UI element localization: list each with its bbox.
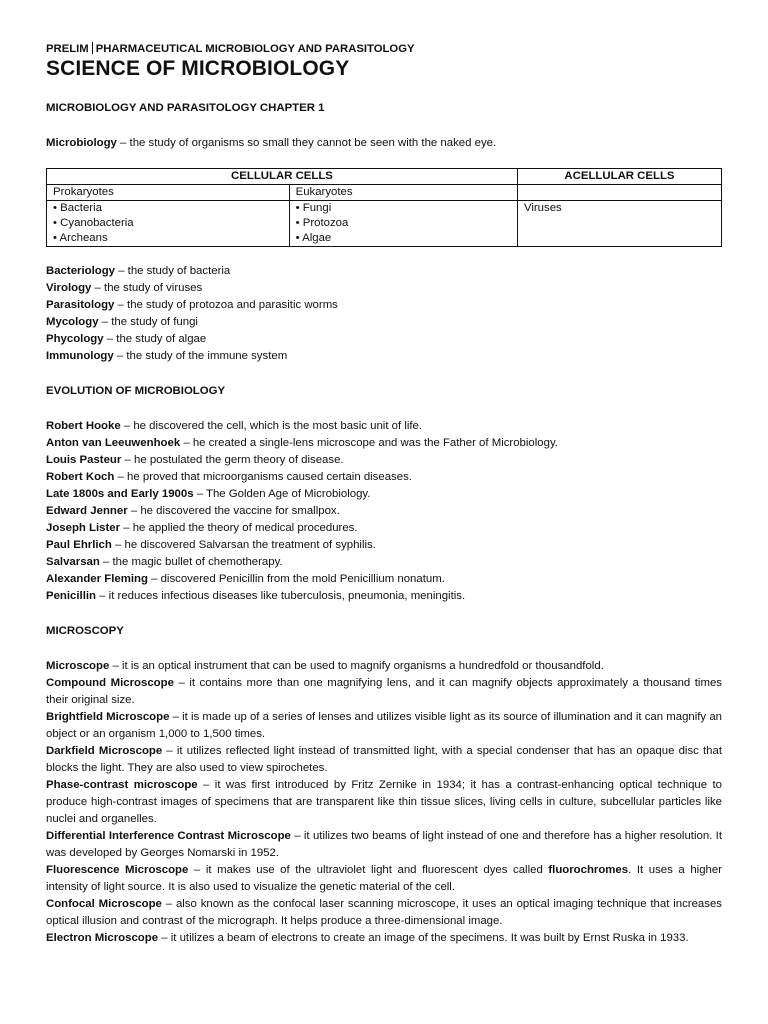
definition: – it is an optical instrument that can be used to magnify organisms a hundredfold or thousandfold. (109, 660, 604, 672)
header-cellular: CELLULAR CELLS (47, 169, 518, 185)
list-item (46, 348, 722, 365)
kicker-prelim: PRELIM (46, 43, 89, 55)
definition: – he discovered Salvarsan the treatment of syphilis. (111, 539, 376, 551)
list-item (46, 297, 722, 314)
definition: – it makes use of the ultraviolet light and fluorescent dyes called (188, 864, 549, 876)
list-item (46, 896, 722, 930)
evolution-heading: EVOLUTION OF MICROBIOLOGY (46, 385, 226, 397)
list-item (46, 280, 722, 297)
microscopy-heading: MICROSCOPY (46, 625, 124, 637)
evolution-list (46, 418, 722, 605)
definition: – the study of viruses (91, 282, 203, 294)
list-item (46, 554, 722, 571)
definition: – it was first introduced by Fritz Zernike in 1934; it has a contrast-enhancing optical technique to produce high-contrast images of specimens that are transparent like thin tissue slices, living cells in culture, subcellular particles like nuclei and organelles. (46, 779, 722, 825)
term: Mycology (46, 316, 99, 328)
list-item (46, 520, 722, 537)
microscopy-list (46, 658, 722, 947)
page-title: SCIENCE OF MICROBIOLOGY (46, 57, 350, 80)
term: Penicillin (46, 590, 97, 602)
definition: – the study of algae (103, 333, 207, 345)
term: Anton van Leeuwenhoek (46, 437, 181, 449)
kicker-divider (92, 42, 93, 54)
kicker-course: PHARMACEUTICAL MICROBIOLOGY AND PARASITOLOGY (95, 43, 415, 55)
acellular-cell: Viruses (517, 201, 721, 247)
list-item: • Protozoa (295, 217, 349, 229)
list-item (46, 418, 722, 435)
term: Phycology (46, 333, 104, 345)
eukaryotes-list (289, 201, 517, 247)
definition: – he discovered the vaccine for smallpox. (127, 505, 340, 517)
list-item: • Bacteria (53, 202, 102, 214)
term: Robert Hooke (46, 420, 121, 432)
list-item (46, 743, 722, 777)
definition: – the study of organisms so small they cannot be seen with the naked eye. (116, 137, 497, 149)
definition: – also known as the confocal laser scanning microscope, it uses an optical imaging technique that increases optical illusion and contrast of the micrograph. It helps produce a three-dimensional image. (46, 898, 722, 927)
term: Paul Ehrlich (46, 539, 112, 551)
list-item (46, 862, 722, 896)
term: Microbiology (46, 137, 117, 149)
prokaryotes-list (47, 201, 290, 247)
term: Phase-contrast microscope (46, 779, 198, 791)
term: Virology (46, 282, 92, 294)
term: Edward Jenner (46, 505, 128, 517)
term: Brightfield Microscope (46, 711, 170, 723)
definition: – he created a single-lens microscope and was the Father of Microbiology. (180, 437, 558, 449)
definition: – he applied the theory of medical procedures. (120, 522, 358, 534)
list-item (46, 314, 722, 331)
list-item (46, 503, 722, 520)
term: Salvarsan (46, 556, 100, 568)
subheader-prokaryotes: Prokaryotes (47, 185, 290, 201)
emphasis: fluorochromes (548, 864, 629, 876)
header-acellular: ACELLULAR CELLS (517, 169, 721, 185)
list-item (46, 658, 722, 675)
term: Joseph Lister (46, 522, 121, 534)
term: Alexander Fleming (46, 573, 148, 585)
list-item (46, 331, 722, 348)
term: Fluorescence Microscope (46, 864, 189, 876)
definition: – it is made up of a series of lenses and utilizes visible light as its source of illumination and it can magnify an object or an organism 1,000 to 1,500 times. (46, 711, 722, 740)
definition: – the study of the immune system (113, 350, 288, 362)
definition: – it utilizes reflected light instead of transmitted light, with a special condenser that has an opaque disc that blocks the light. They are also used to view spirochetes. (46, 745, 722, 774)
header-kicker (46, 42, 722, 56)
branches-list (46, 263, 722, 365)
intro-definition (46, 135, 722, 152)
definition: . It uses a higher intensity of light source. It is also used to visualize the genetic material of the cell. (46, 864, 722, 893)
definition: – it reduces infectious diseases like tuberculosis, pneumonia, meningitis. (96, 590, 466, 602)
term: Late 1800s and Early 1900s (46, 488, 194, 500)
list-item (46, 588, 722, 605)
term: Parasitology (46, 299, 115, 311)
subheader-blank (517, 185, 721, 201)
cell-types-table (46, 168, 722, 247)
definition: – he postulated the germ theory of disease. (121, 454, 344, 466)
definition: – the magic bullet of chemotherapy. (99, 556, 283, 568)
list-item (46, 571, 722, 588)
subheader-eukaryotes: Eukaryotes (289, 185, 517, 201)
definition: – discovered Penicillin from the mold Penicillium nonatum. (147, 573, 445, 585)
list-item (46, 452, 722, 469)
term: Electron Microscope (46, 932, 159, 944)
term: Darkfield Microscope (46, 745, 163, 757)
list-item (46, 675, 722, 709)
term: Immunology (46, 350, 114, 362)
definition: – it utilizes two beams of light instead of one and therefore has a higher resolution. It was developed by Georges Nomarski in 1952. (46, 830, 722, 859)
list-item (46, 263, 722, 280)
term: Bacteriology (46, 265, 115, 277)
term: Compound Microscope (46, 677, 174, 689)
definition: – he proved that microorganisms caused certain diseases. (114, 471, 412, 483)
term: Confocal Microscope (46, 898, 162, 910)
definition: – the study of protozoa and parasitic worms (114, 299, 338, 311)
list-item (46, 486, 722, 503)
definition: – the study of fungi (98, 316, 198, 328)
list-item: • Cyanobacteria (53, 217, 134, 229)
list-item (46, 469, 722, 486)
list-item: • Algae (295, 232, 332, 244)
chapter-heading: MICROBIOLOGY AND PARASITOLOGY CHAPTER 1 (46, 102, 325, 114)
list-item (46, 828, 722, 862)
term: Robert Koch (46, 471, 115, 483)
definition: – it utilizes a beam of electrons to create an image of the specimens. It was built by Ernst Ruska in 1933. (158, 932, 689, 944)
list-item (46, 435, 722, 452)
term: Louis Pasteur (46, 454, 122, 466)
term: Microscope (46, 660, 110, 672)
list-item (46, 930, 722, 947)
list-item: • Fungi (295, 202, 332, 214)
term: Differential Interference Contrast Microscope (46, 830, 291, 842)
list-item (46, 709, 722, 743)
list-item (46, 537, 722, 554)
definition: – the study of bacteria (115, 265, 231, 277)
definition: – it contains more than one magnifying lens, and it can magnify objects approximately a thousand times their original size. (46, 677, 722, 706)
list-item (46, 777, 722, 828)
list-item: • Archeans (53, 232, 108, 244)
definition: – The Golden Age of Microbiology. (193, 488, 371, 500)
definition: – he discovered the cell, which is the most basic unit of life. (120, 420, 423, 432)
